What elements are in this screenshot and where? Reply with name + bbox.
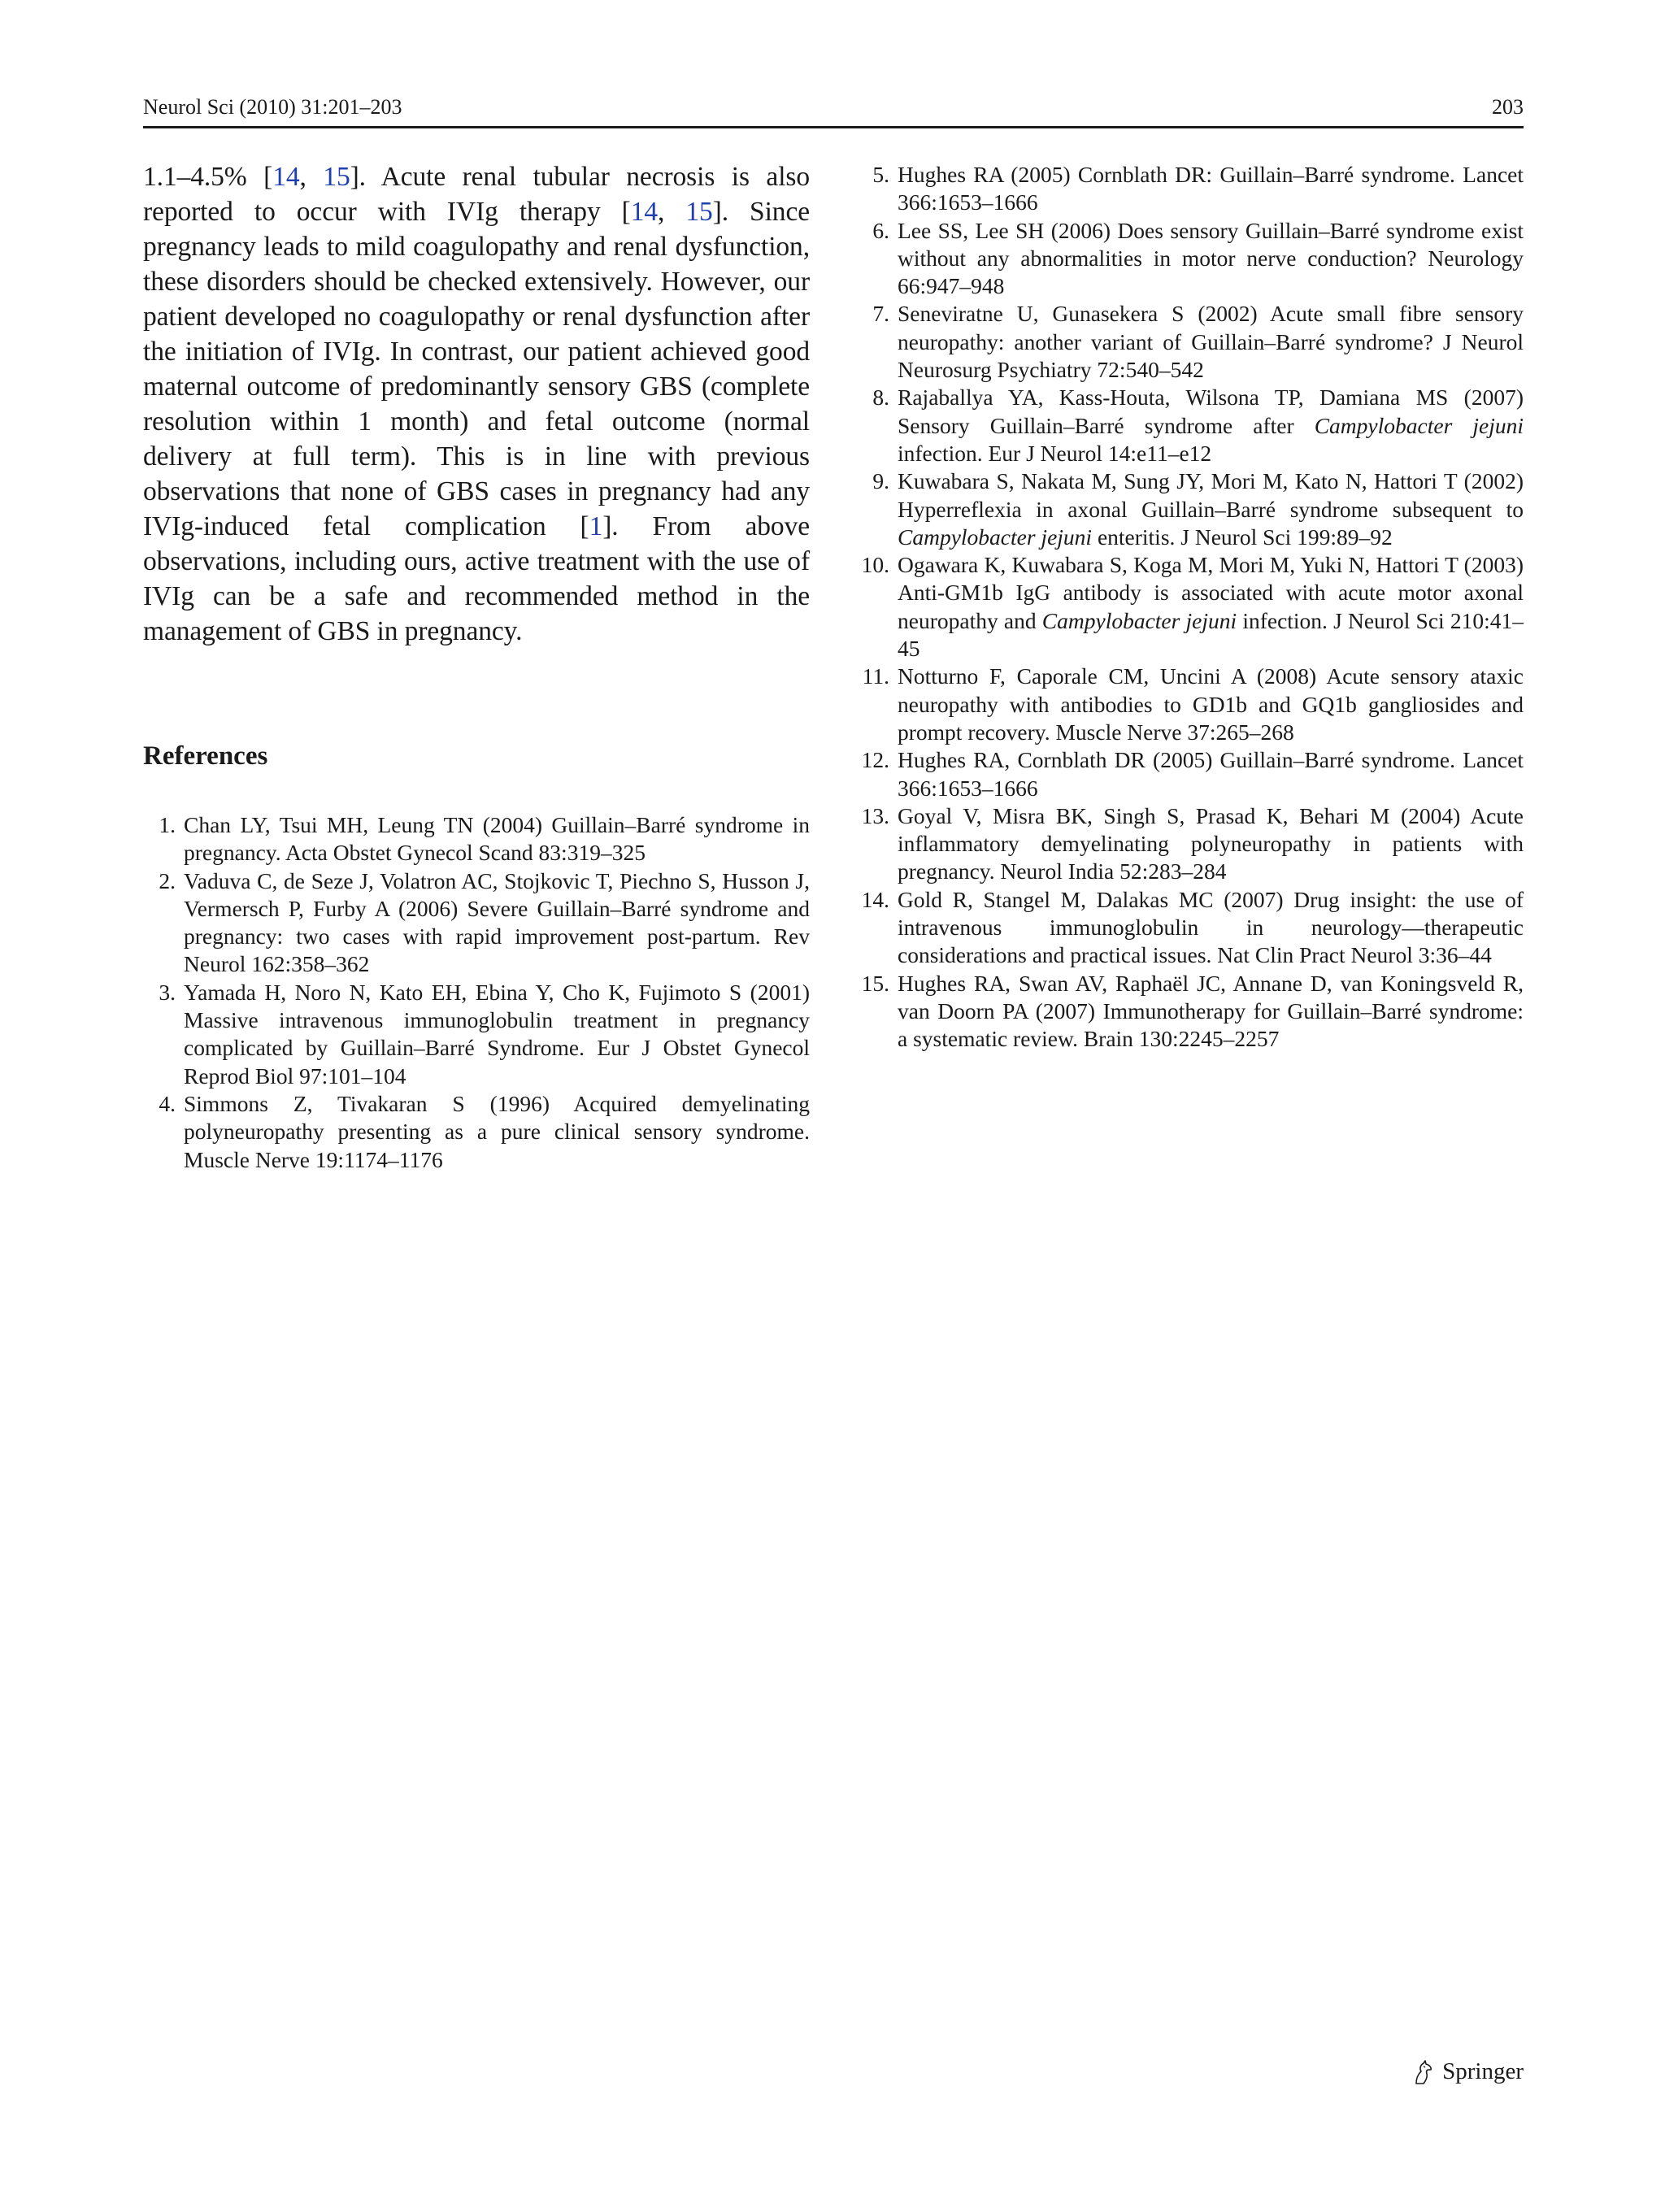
reference-text: Notturno F, Caporale CM, Uncini A (2008) Acute sensory ataxic neuropathy with antibodies to GD1b and GQ1b gangliosides and prompt recovery. Muscle Nerve 37:265–268: [898, 663, 1524, 745]
reference-item: [857, 161, 1524, 217]
reference-number: 12.: [861, 747, 889, 773]
journal-citation: Neurol Sci (2010) 31:201–203: [143, 95, 402, 119]
reference-text: Hughes RA, Swan AV, Raphaël JC, Annane D, van Koningsveld R, van Doorn PA (2007) Immunotherapy for Guillain–Barré syndrome: a systematic review. Brain 130:2245–2257: [898, 970, 1524, 1052]
reference-text: Lee SS, Lee SH (2006) Does sensory Guillain–Barré syndrome exist without any abnormalities in motor nerve conduction? Neurology 66:947–948: [898, 217, 1524, 299]
body-text-segment: ]. From above observations, including ours, active treatment with the use of IVIg can be a safe and recommended method in the management of GBS in pregnancy.: [143, 511, 810, 646]
reference-text: Gold R, Stangel M, Dalakas MC (2007) Drug insight: the use of intravenous immunoglobulin in neurology—therapeutic considerations and practical issues. Nat Clin Pract Neurol 3:36–44: [898, 886, 1524, 968]
reference-list-left: [143, 811, 810, 1174]
reference-italic-text: Campylobacter jejuni: [1041, 607, 1237, 633]
reference-item: [857, 663, 1524, 746]
reference-text: enteritis. J Neurol Sci 199:89–92: [1092, 524, 1393, 550]
body-text-segment: 1.1–4.5% [: [143, 162, 273, 192]
reference-text: infection. Eur J Neurol 14:e11–e12: [898, 440, 1212, 466]
reference-number: 10.: [861, 552, 889, 578]
body-text-segment: ]. Acute renal tubular necrosis is also reported to occur with IVIg therapy [: [143, 162, 810, 227]
citation-link[interactable]: 15: [685, 197, 713, 227]
reference-text: Hughes RA, Cornblath DR (2005) Guillain–Barré syndrome. Lancet 366:1653–1666: [898, 747, 1524, 801]
reference-number: 15.: [861, 970, 889, 996]
reference-item: [857, 970, 1524, 1054]
reference-text: infection. J Neurol Sci 210:41–45: [898, 607, 1524, 662]
left-column: [143, 159, 810, 649]
reference-number: 2.: [159, 867, 176, 893]
reference-text: Vaduva C, de Seze J, Volatron AC, Stojkovic T, Piechno S, Husson J, Vermersch P, Furby A (2006) Severe Guillain–Barré syndrome and pregnancy: two cases with rapid improvement post-partum. Rev Neurol 162:358–362: [184, 867, 810, 977]
body-text-segment: ]. Since pregnancy leads to mild coagulopathy and renal dysfunction, these disorders should be checked extensively. However, our patient developed no coagulopathy or renal dysfunction after the initiation of IVIg. In contrast, our patient achieved good maternal outcome of predominantly sensory GBS (complete resolution within 1 month) and fetal outcome (normal delivery at full term). This is in line with previous observations that none of GBS cases in pregnancy had any IVIg-induced fetal complication [: [143, 197, 810, 541]
reference-text: Kuwabara S, Nakata M, Sung JY, Mori M, Kato N, Hattori T (2002) Hyperreflexia in axonal Guillain–Barré syndrome subsequent to: [898, 468, 1524, 522]
body-text-segment: ,: [299, 162, 324, 192]
reference-number: 13.: [861, 802, 889, 828]
reference-text: Ogawara K, Kuwabara S, Koga M, Mori M, Yuki N, Hattori T (2003) Anti-GM1b IgG antibody is associated with acute motor axonal neuropathy and: [898, 552, 1524, 633]
reference-item: [857, 300, 1524, 384]
reference-number: 8.: [872, 385, 889, 411]
reference-number: 11.: [862, 663, 889, 689]
reference-text: Seneviratne U, Gunasekera S (2002) Acute small fibre sensory neuropathy: another variant of Guillain–Barré syndrome? J Neurol Neurosurg Psychiatry 72:540–542: [898, 301, 1524, 383]
running-header: [143, 88, 1524, 128]
reference-number: 14.: [861, 886, 889, 912]
reference-list-right: [857, 161, 1524, 1054]
reference-number: 1.: [159, 812, 176, 837]
reference-number: 4.: [159, 1090, 176, 1116]
reference-number: 3.: [159, 979, 176, 1005]
reference-item: [857, 802, 1524, 886]
reference-italic-text: Campylobacter jejuni: [898, 524, 1093, 550]
reference-item: [857, 467, 1524, 551]
body-paragraph: [143, 159, 810, 649]
reference-item: [143, 979, 810, 1090]
reference-text: Goyal V, Misra BK, Singh S, Prasad K, Behari M (2004) Acute inflammatory demyelinating polyneuropathy in patients with pregnancy. Neurol India 52:283–284: [898, 802, 1524, 884]
reference-item: [857, 886, 1524, 970]
references-heading: References: [143, 741, 268, 771]
reference-number: 9.: [872, 468, 889, 494]
springer-horse-icon: [1411, 2059, 1436, 2085]
body-text-segment: ,: [658, 197, 686, 227]
reference-item: [857, 384, 1524, 467]
citation-link[interactable]: 14: [630, 197, 659, 227]
citation-link[interactable]: 15: [323, 162, 350, 192]
reference-text: Hughes RA (2005) Cornblath DR: Guillain–Barré syndrome. Lancet 366:1653–1666: [898, 162, 1524, 215]
citation-link[interactable]: 14: [272, 162, 300, 192]
reference-item: [857, 217, 1524, 301]
reference-text: Yamada H, Noro N, Kato EH, Ebina Y, Cho K, Fujimoto S (2001) Massive intravenous immunoglobulin treatment in pregnancy complicated by Guillain–Barré Syndrome. Eur J Obstet Gynecol Reprod Biol 97:101–104: [184, 979, 810, 1089]
reference-text: Chan LY, Tsui MH, Leung TN (2004) Guillain–Barré syndrome in pregnancy. Acta Obstet Gynecol Scand 83:319–325: [184, 812, 810, 866]
reference-item: [143, 1090, 810, 1174]
reference-text: Rajaballya YA, Kass-Houta, Wilsona TP, Damiana MS (2007) Sensory Guillain–Barré syndrome after: [898, 385, 1524, 438]
reference-item: [857, 746, 1524, 802]
publisher-logo: [1411, 2058, 1524, 2085]
reference-text: Simmons Z, Tivakaran S (1996) Acquired demyelinating polyneuropathy presenting as a pure clinical sensory syndrome. Muscle Nerve 19:1174–1176: [184, 1090, 810, 1172]
publisher-name: Springer: [1442, 2058, 1524, 2084]
reference-number: 7.: [872, 301, 889, 327]
page-number: 203: [1492, 95, 1524, 119]
reference-item: [857, 551, 1524, 663]
reference-number: 5.: [872, 162, 889, 187]
citation-link[interactable]: 1: [589, 511, 603, 541]
reference-italic-text: Campylobacter jejuni: [1314, 412, 1524, 438]
reference-item: [143, 867, 810, 979]
reference-number: 6.: [872, 217, 889, 243]
reference-item: [143, 811, 810, 867]
